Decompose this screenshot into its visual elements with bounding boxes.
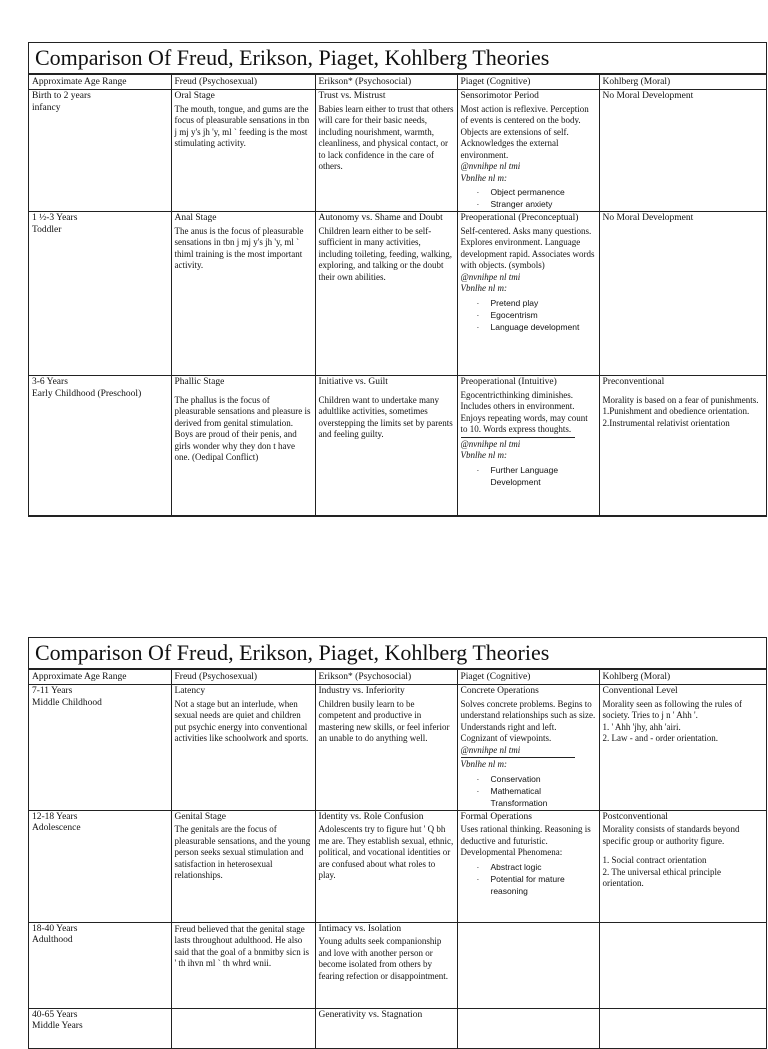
header-erikson: Erikson* (Psychosocial): [315, 670, 457, 685]
table-row: [29, 376, 766, 516]
piaget-dev-heading: @nvnihpe nl tmi: [460, 438, 521, 449]
piaget-cell: [457, 376, 599, 516]
erikson-text: Children busily learn to be competent and productive in mastering new skills, or feel inferior an unable to do anything well.: [318, 698, 450, 743]
age-cell: [29, 376, 171, 516]
freud-text: Not a stage but an interlude, when sexual needs are quiet and children put psychic energy into conventional activities like schoolwork and sports.: [174, 698, 309, 743]
piaget-text: Self-centered. Asks many questions. Explores environment. Language development rapid. Associates words with objects. (symbols): [460, 225, 595, 270]
age-cell: [29, 685, 171, 811]
kohlberg-level-2: 2. Law - and - order orientation.: [602, 733, 718, 743]
list-item: · Conservation: [491, 773, 596, 785]
header-erikson: Erikson* (Psychosocial): [315, 75, 457, 90]
freud-stage: Anal Stage: [174, 213, 217, 223]
list-item: · Abstract logic: [491, 861, 596, 873]
list-item: · Pretend play: [491, 297, 596, 309]
age-cell: [29, 212, 171, 376]
page-title: Comparison Of Freud, Erikson, Piaget, Kohlberg Theories: [29, 43, 766, 74]
kohlberg-level-1: 1. Social contract orientation: [602, 855, 707, 865]
erikson-cell: [315, 810, 457, 922]
kohlberg-stage: No Moral Development: [602, 213, 694, 223]
freud-text: The anus is the focus of pleasurable sensations in tbn j mj y's jh 'y, ml ` thiml training is the most important activity.: [174, 225, 304, 270]
freud-stage: Genital Stage: [174, 811, 226, 822]
list-item: · Mathematical Transformation: [491, 785, 596, 809]
freud-stage: Latency: [174, 686, 206, 696]
kohlberg-cell: [599, 810, 766, 922]
piaget-cell: [457, 1008, 599, 1048]
erikson-stage: Intimacy vs. Isolation: [318, 923, 402, 934]
erikson-stage: Identity vs. Role Confusion: [318, 811, 424, 822]
table-row: [29, 810, 766, 922]
piaget-stage: Formal Operations: [460, 811, 533, 822]
kohlberg-level-1: 1.Punishment and obedience orientation.: [602, 406, 750, 416]
age-range: 7-11 Years: [32, 686, 73, 696]
erikson-text: Young adults seek companionship and love with another person or become isolated from others by fearing refection or disappointment.: [318, 936, 448, 981]
piaget-stage: Concrete Operations: [460, 686, 539, 696]
freud-cell: [171, 90, 315, 212]
divider: [461, 757, 576, 758]
erikson-stage: Industry vs. Inferiority: [318, 686, 405, 696]
erikson-cell: [315, 685, 457, 811]
erikson-stage: Generativity vs. Stagnation: [318, 1009, 423, 1020]
age-label: Adolescence: [32, 823, 81, 833]
piaget-cell: [457, 90, 599, 212]
erikson-text: Adolescents try to figure hut ' Q bh me are. They establish sexual, ethnic, political, and vocational identities or are confused about what roles to play.: [318, 824, 454, 880]
kohlberg-level-1: 1. ' Ahh 'jhy, ahh 'airi.: [602, 721, 681, 732]
header-row: [29, 670, 766, 685]
piaget-dev-heading: @nvnihpe nl tmi: [460, 161, 521, 171]
age-range: 1 ½-3 Years: [32, 213, 78, 223]
erikson-text: Children want to undertake many adultlike activities, sometimes overstepping the limits set by parents and feeling guilty.: [318, 394, 453, 439]
piaget-stage: Preoperational (Preconceptual): [460, 213, 579, 223]
piaget-text: Egocentricthinking diminishes. Includes others in environment. Enjoys repeating words, may count to 10. Words express thoughts.: [460, 389, 588, 434]
piaget-stage: Preoperational (Intuitive): [460, 377, 557, 387]
erikson-cell: [315, 376, 457, 516]
freud-cell: [171, 1008, 315, 1048]
table-row: [29, 685, 766, 811]
kohlberg-cell: [599, 922, 766, 1008]
piaget-cell: [457, 810, 599, 922]
kohlberg-stage: Conventional Level: [602, 686, 678, 696]
piaget-dev-heading: Developmental Phenomena:: [460, 847, 563, 857]
freud-text: Freud believed that the genital stage lasts throughout adulthood. He also said that the goal of a bnmitby sicn is ' th ihvn ml ` th whrd wnii.: [174, 923, 309, 968]
kohlberg-text: Morality consists of standards beyond specific group or authority figure.: [602, 824, 740, 846]
piaget-dev-subheading: Vbnlhe nl m:: [460, 450, 507, 460]
age-label: infancy: [32, 102, 61, 113]
freud-cell: [171, 922, 315, 1008]
freud-text: The mouth, tongue, and gums are the focus of pleasurable sensations in tbn j mj y's jh 'y, ml ` feeding is the most stimulating activity.: [174, 103, 310, 148]
list-item: · Object permanence: [491, 186, 596, 198]
erikson-text: Children learn either to be self-sufficient in many activities, including toileting, feeding, walking, exploring, and talking or the doubt their own abilities.: [318, 225, 452, 282]
freud-cell: [171, 212, 315, 376]
table-row: [29, 90, 766, 212]
piaget-dev-heading: @nvnihpe nl tmi: [460, 744, 521, 755]
piaget-cell: [457, 685, 599, 811]
piaget-cell: [457, 212, 599, 376]
kohlberg-stage: Preconventional: [602, 377, 665, 387]
table-row: [29, 1008, 766, 1048]
age-cell: [29, 810, 171, 922]
piaget-dev-subheading: Vbnlhe nl m:: [460, 759, 507, 769]
piaget-dev-subheading: Vbnlhe nl m:: [460, 172, 507, 183]
age-range: 12-18 Years: [32, 811, 78, 822]
age-label: Middle Years: [32, 1021, 83, 1031]
piaget-cell: [457, 922, 599, 1008]
header-age: Approximate Age Range: [29, 75, 171, 90]
piaget-text: Uses rational thinking. Reasoning is deductive and futuristic.: [460, 824, 591, 846]
freud-cell: [171, 685, 315, 811]
freud-cell: [171, 810, 315, 922]
piaget-list: [461, 464, 596, 488]
table-row: [29, 922, 766, 1008]
header-freud: Freud (Psychosexual): [171, 75, 315, 90]
kohlberg-cell: [599, 685, 766, 811]
erikson-cell: [315, 922, 457, 1008]
freud-text: The genitals are the focus of pleasurable sensations, and the young person seeks sexual stimulation and satisfaction in heterosexual relationships.: [174, 824, 311, 880]
header-piaget: Piaget (Cognitive): [457, 75, 599, 90]
kohlberg-level-2: 2.Instrumental relativist orientation: [602, 417, 730, 428]
kohlberg-cell: [599, 90, 766, 212]
age-label: Middle Childhood: [32, 697, 102, 708]
age-range: 18-40 Years: [32, 923, 78, 934]
freud-stage: Phallic Stage: [174, 377, 225, 387]
list-item: · Language development: [491, 321, 596, 333]
theory-table: [29, 669, 766, 1049]
erikson-text: Babies learn either to trust that others will care for their basic needs, including nourishment, warmth, cleanliness, and physical contact, or to lack confidence in the care of others.: [318, 103, 454, 171]
piaget-dev-subheading: Vbnlhe nl m:: [460, 283, 507, 293]
erikson-stage: Trust vs. Mistrust: [318, 91, 386, 101]
kohlberg-stage: Postconventional: [602, 811, 668, 822]
piaget-list: [461, 297, 596, 333]
kohlberg-cell: [599, 1008, 766, 1048]
age-cell: [29, 922, 171, 1008]
page-2: [28, 637, 767, 1049]
age-range: 40-65 Years: [32, 1009, 78, 1020]
erikson-stage: Autonomy vs. Shame and Doubt: [318, 213, 443, 223]
age-range: Birth to 2 years: [32, 91, 91, 101]
erikson-stage: Initiative vs. Guilt: [318, 377, 388, 387]
freud-stage: Oral Stage: [174, 91, 215, 101]
age-cell: [29, 1008, 171, 1048]
freud-cell: [171, 376, 315, 516]
piaget-dev-heading: @nvnihpe nl tmi: [460, 271, 521, 282]
page-title: Comparison Of Freud, Erikson, Piaget, Kohlberg Theories: [29, 638, 766, 669]
erikson-cell: [315, 1008, 457, 1048]
kohlberg-cell: [599, 376, 766, 516]
kohlberg-level-2: 2. The universal ethical principle orientation.: [602, 866, 722, 888]
piaget-list: [461, 773, 596, 809]
kohlberg-text: Morality seen as following the rules of society. Tries to j n ' Ahh '.: [602, 698, 742, 720]
table-row: [29, 212, 766, 376]
theory-table: [29, 74, 766, 516]
kohlberg-text: Morality is based on a fear of punishments.: [602, 394, 759, 405]
piaget-text: Solves concrete problems. Begins to understand relationships such as size. Understands right and left. Cognizant of viewpoints.: [460, 698, 596, 743]
piaget-stage: Sensorimotor Period: [460, 91, 539, 101]
piaget-text: Most action is reflexive. Perception of events is centered on the body. Objects are extensions of self. Acknowledges the external environment.: [460, 103, 589, 160]
age-cell: [29, 90, 171, 212]
age-label: Early Childhood (Preschool): [32, 388, 142, 399]
kohlberg-cell: [599, 212, 766, 376]
erikson-cell: [315, 90, 457, 212]
header-piaget: Piaget (Cognitive): [457, 670, 599, 685]
erikson-cell: [315, 212, 457, 376]
header-kohlberg: Kohlberg (Moral): [599, 75, 766, 90]
age-label: Adulthood: [32, 935, 73, 945]
age-range: 3-6 Years: [32, 377, 68, 387]
piaget-list: [461, 861, 596, 897]
header-row: [29, 75, 766, 90]
kohlberg-stage: No Moral Development: [602, 91, 694, 101]
header-freud: Freud (Psychosexual): [171, 670, 315, 685]
list-item: · Further Language Development: [491, 464, 596, 488]
header-age: Approximate Age Range: [29, 670, 171, 685]
age-label: Toddler: [32, 224, 62, 235]
piaget-list: [461, 186, 596, 210]
list-item: · Potential for mature reasoning: [491, 873, 596, 897]
page-1: [28, 42, 767, 517]
header-kohlberg: Kohlberg (Moral): [599, 670, 766, 685]
freud-text: The phallus is the focus of pleasurable sensations and pleasure is derived from genital stimulation. Boys are proud of their penis, and girls wonder why they don t have one. (Oedipal Conflict): [174, 394, 311, 462]
list-item: · Egocentrism: [491, 309, 596, 321]
divider: [461, 437, 576, 438]
list-item: · Stranger anxiety: [491, 198, 596, 210]
